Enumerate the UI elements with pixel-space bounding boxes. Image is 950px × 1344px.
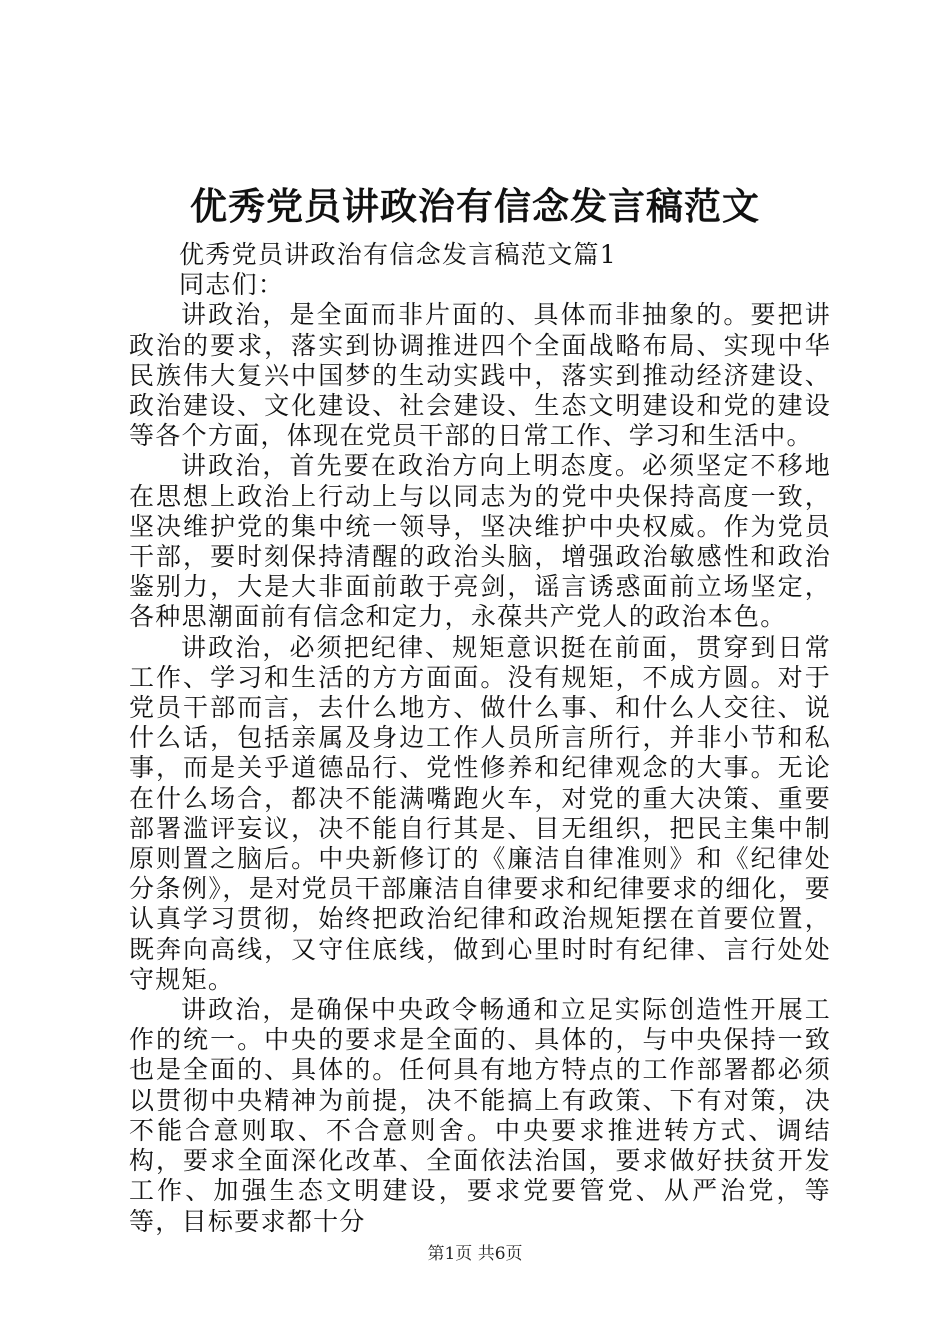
paragraph-4: 讲政治，是确保中央政令畅通和立足实际创造性开展工作的统一。中央的要求是全面的、具体的，与中央保持一致也是全面的、具体的。任何具有地方特点的工作部署都必须以贯彻中央精神为前提，决不能搞上有政策、下有对策，决不能合意则取、不合意则舍。中央要求推进转方式、调结构，要求全面深化改革、全面依法治国，要求做好扶贫开发工作、加强生态文明建设，要求党要管党、从严治党，等等，目标要求都十分	[129, 995, 831, 1236]
paragraph-2: 讲政治，首先要在政治方向上明态度。必须坚定不移地在思想上政治上行动上与以同志为的党中央保持高度一致，坚决维护党的集中统一领导，坚决维护中央权威。作为党员干部，要时刻保持清醒的政治头脑，增强政治敏感性和政治鉴别力，大是大非面前敢于亮剑，谣言诱惑面前立场坚定，各种思潮面前有信念和定力，永葆共产党人的政治本色。	[129, 451, 831, 632]
document-body	[129, 240, 831, 1237]
salutation: 同志们：	[179, 270, 285, 300]
paragraph-3: 讲政治，必须把纪律、规矩意识挺在前面，贯穿到日常工作、学习和生活的方方面面。没有规矩，不成方圆。对于党员干部而言，去什么地方、做什么事、和什么人交往、说什么话，包括亲属及身边工作人员所言所行，并非小节和私事，而是关乎道德品行、党性修养和纪律观念的大事。无论在什么场合，都决不能满嘴跑火车，对党的重大决策、重要部署滥评妄议，决不能自行其是、目无组织，把民主集中制原则置之脑后。中央新修订的《廉洁自律准则》和《纪律处分条例》，是对党员干部廉洁自律要求和纪律要求的细化，要认真学习贯彻，始终把政治纪律和政治规矩摆在首要位置，既奔向高线，又守住底线，做到心里时时有纪律、言行处处守规矩。	[129, 632, 831, 994]
page-footer: 第1页 共6页	[427, 1244, 523, 1264]
document-title: 优秀党员讲政治有信念发言稿范文	[190, 185, 760, 228]
paragraph-1: 讲政治，是全面而非片面的、具体而非抽象的。要把讲政治的要求，落实到协调推进四个全面战略布局、实现中华民族伟大复兴中国梦的生动实践中，落实到推动经济建设、政治建设、文化建设、社会建设、生态文明建设和党的建设等各个方面，体现在党员干部的日常工作、学习和生活中。	[129, 300, 831, 451]
document-subtitle: 优秀党员讲政治有信念发言稿范文篇1	[179, 240, 618, 269]
